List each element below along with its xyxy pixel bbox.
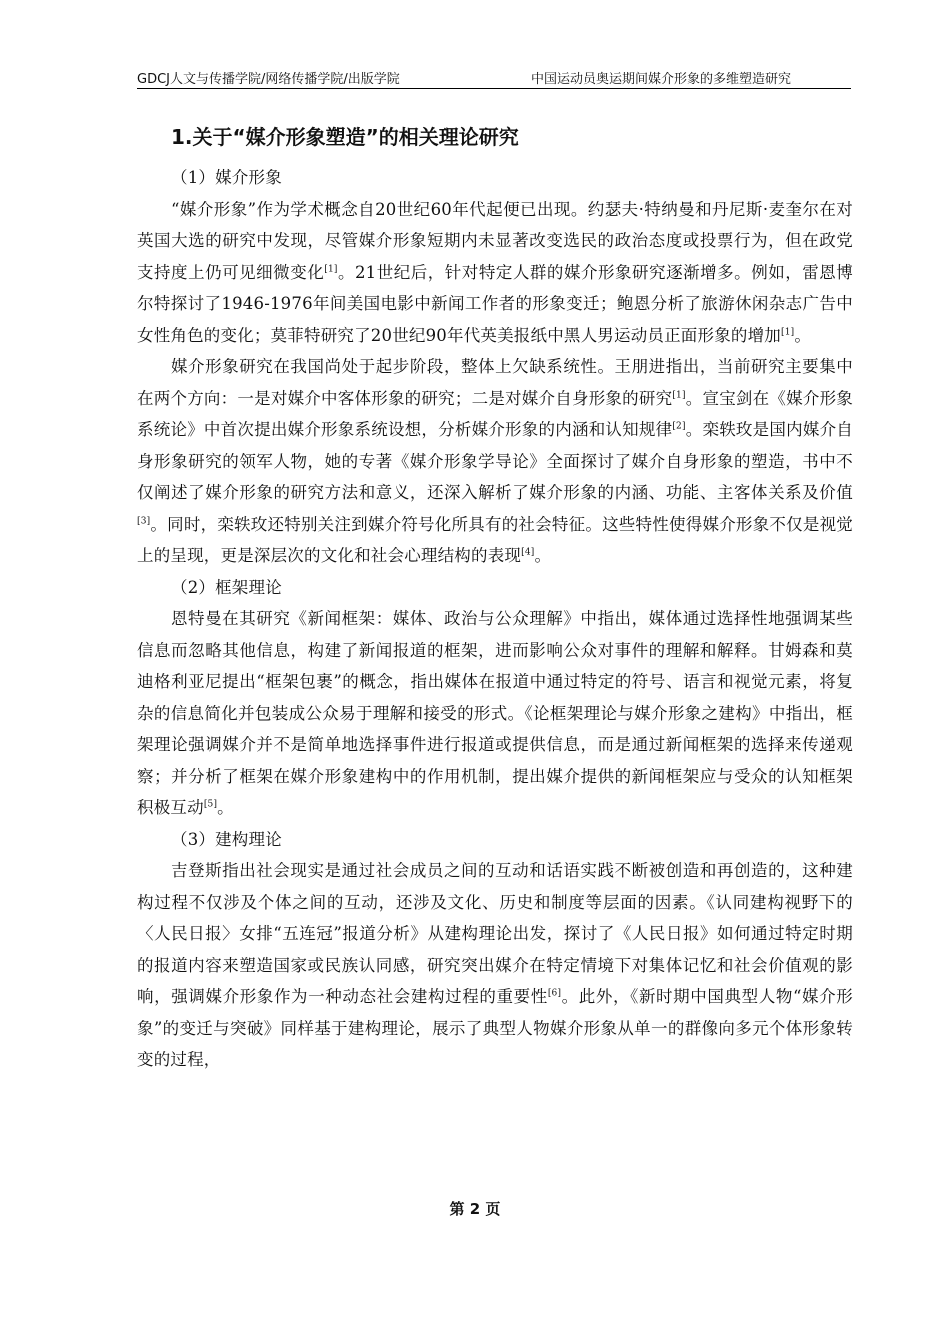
subsection-heading-construction: （3）建构理论 (171, 829, 282, 849)
section-heading: 1.关于“媒介形象塑造”的相关理论研究 (171, 125, 519, 149)
page-number: 第 2 页 (449, 1200, 501, 1218)
subsection-heading-media-image: （1）媒介形象 (171, 168, 282, 187)
paragraph-media-image-origin: “媒介形象”作为学术概念自20世纪60年代起便已出现。约瑟夫·特纳曼和丹尼斯·麦奎尔在对英国大选的研究中发现，尽管媒介形象短期内未显著改变选民的政治态度或投票行为，但在政党支持度上仍可见细微变化[1]。21世纪后，针对特定人群的媒介形象研究逐渐增多。例如，雷恩博尔特探讨了1946-1976年间美国电影中新闻工作者的形象变迁；鲍恩分析了旅游休闲杂志广告中女性角色的变化；莫菲特研究了20世纪90年代英美报纸中黑人男运动员正面形象的增加[1]。 (137, 199, 854, 345)
citation-ref: [6] (547, 988, 562, 999)
paragraph-construction-theory: 吉登斯指出社会现实是通过社会成员之间的互动和话语实践不断被创造和再创造的，这种建构过程不仅涉及个体之间的互动，还涉及文化、历史和制度等层面的因素。《认同建构视野下的〈人民日报〉女排“五连冠”报道分析》从建构理论出发，探讨了《人民日报》如何通过特定时期的报道内容来塑造国家或民族认同感，研究突出媒介在特定情境下对集体记忆和社会价值观的影响，强调媒介形象作为一种动态社会建构过程的重要性[6]。此外，《新时期中国典型人物“媒介形象”的变迁与突破》同样基于建构理论，展示了典型人物媒介形象从单一的群像向多元个体形象转变的过程， (137, 861, 853, 1069)
citation-ref: [1] (781, 327, 795, 337)
citation-ref: [3] (137, 516, 151, 526)
citation-ref: [4] (521, 547, 535, 558)
citation-ref: [1] (672, 390, 686, 400)
paragraph-framing-theory: 恩特曼在其研究《新闻框架：媒体、政治与公众理解》中指出，媒体通过选择性地强调某些信息而忽略其他信息，构建了新闻报道的框架，进而影响公众对事件的理解和解释。甘姆森和莫迪格利亚尼提出“框架包裹”的概念，指出媒体在报道中通过特定的符号、语言和视觉元素，将复杂的信息简化并包装成公众易于理解和接受的形式。《论框架理论与媒介形象之建构》中指出，框架理论强调媒介并不是简单地选择事件进行报道或提供信息，而是通过新闻框架的选择来传递观察；并分析了框架在媒介形象建构中的作用机制，提出媒介提供的新闻框架应与受众的认知框架积极互动[5]。 (137, 609, 853, 817)
subsection-heading-framing: （2）框架理论 (171, 577, 282, 597)
running-header (137, 68, 851, 89)
citation-ref: [1] (324, 264, 338, 274)
header-paper-title: 中国运动员奥运期间媒介形象的多维塑造研究 (530, 72, 791, 87)
header-institution: GDCJ人文与传播学院/网络传播学院/出版学院 (137, 72, 400, 87)
paragraph-media-image-china: 媒介形象研究在我国尚处于起步阶段，整体上欠缺系统性。王朋进指出，当前研究主要集中在两个方向：一是对媒介中客体形象的研究；二是对媒介自身形象的研究[1]。宣宝剑在《媒介形象系统论》中首次提出媒介形象系统设想，分析媒介形象的内涵和认知规律[2]。栾轶玫是国内媒介自身形象研究的领军人物，她的专著《媒介形象学导论》全面探讨了媒介自身形象的塑造，书中不仅阐述了媒介形象的研究方法和意义，还深入解析了媒介形象的内涵、功能、主客体关系及价值[3]。同时，栾轶玫还特别关注到媒介符号化所具有的社会特征。这些特性使得媒介形象不仅是视觉上的呈现，更是深层次的文化和社会心理结构的表现[4]。 (137, 357, 853, 565)
citation-ref: [5] (203, 799, 218, 810)
citation-ref: [2] (672, 421, 686, 432)
page-body (137, 122, 853, 1076)
